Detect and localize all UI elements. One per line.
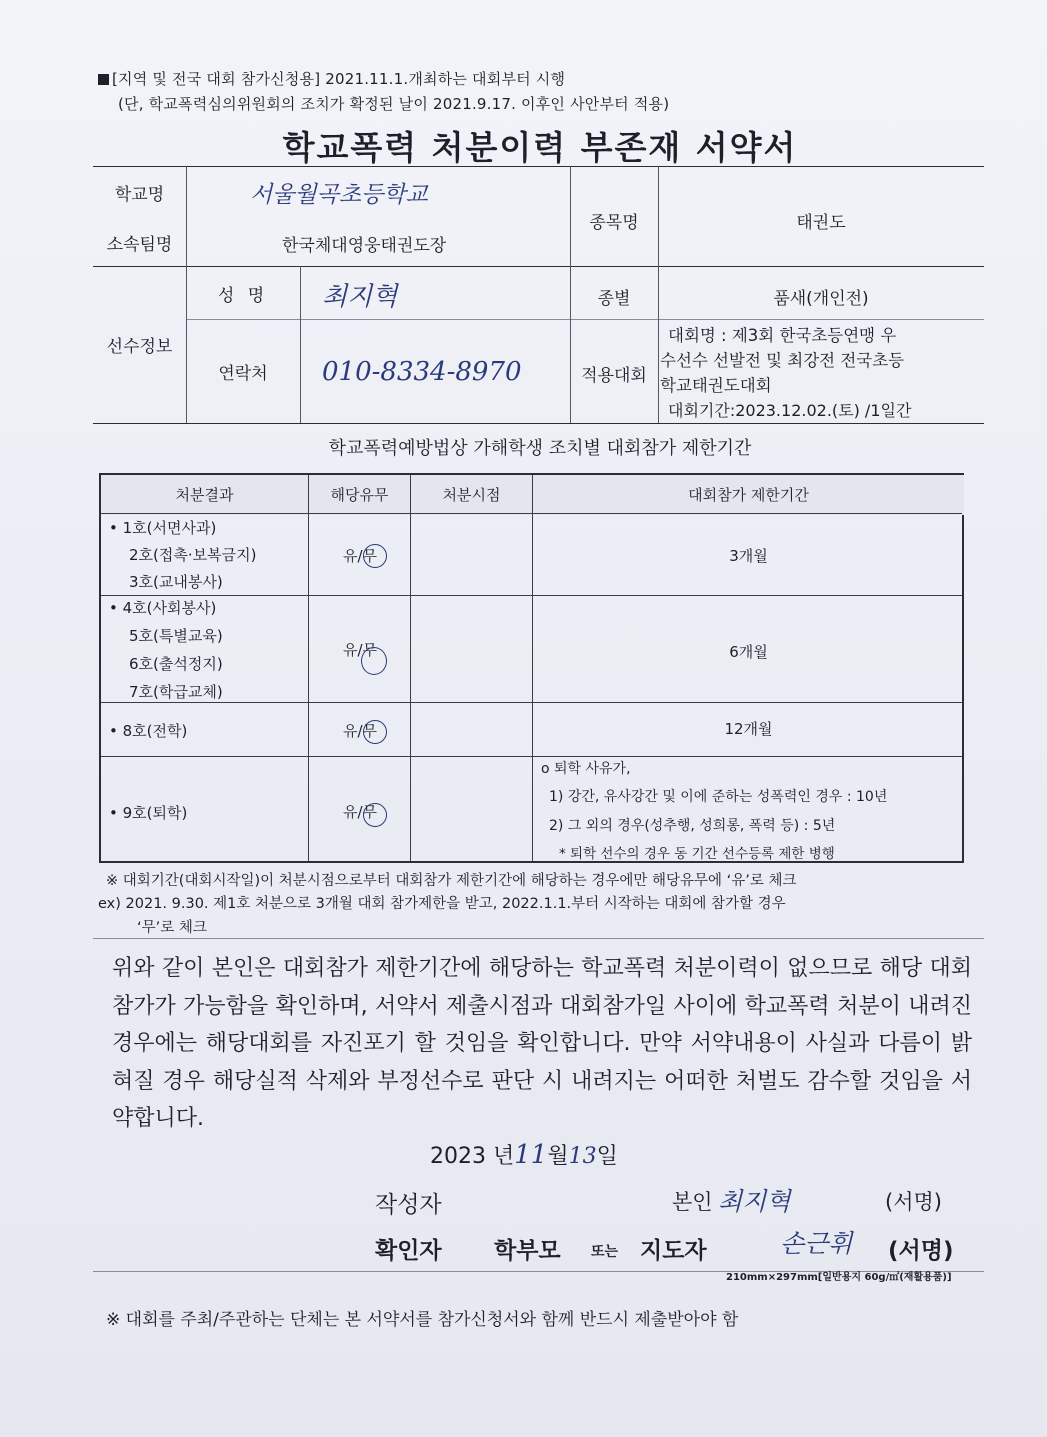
measure-7: 7호(학급교체) [129, 683, 223, 701]
no-check-circle [363, 544, 387, 568]
measure-3: 3호(교내봉사) [129, 573, 223, 591]
competition-line-1: 대회명 : 제3회 한국초등연맹 우 [668, 326, 897, 345]
coach-name: 손근휘 [780, 1229, 853, 1258]
yes-no-row-4: 유/무 [342, 803, 378, 821]
yes-no-row-2: 유/무 [342, 641, 378, 659]
restriction-table [99, 473, 964, 863]
writer-label: 작성자 [375, 1192, 442, 1218]
paper-spec: 210mm×297mm[일반용지 60g/㎡(재활용품)] [726, 1272, 952, 1283]
team-label: 소속팀명 [106, 235, 173, 255]
row-divider [101, 595, 962, 596]
school-label: 학교명 [114, 185, 165, 205]
school-value: 서울월곡초등학교 [250, 182, 428, 208]
no-check-circle [363, 803, 387, 827]
coach-sign: (서명) [888, 1238, 954, 1264]
col-header-time: 처분시점 [411, 475, 532, 515]
info-table-bottom-border [93, 423, 984, 424]
name-value: 최지혁 [322, 282, 398, 312]
expulsion-line-3: 2) 그 외의 경우(성추행, 성희롱, 폭력 등) : 5년 [549, 818, 836, 834]
no-check-circle [363, 720, 387, 744]
measure-6: 6호(출석정지) [129, 655, 223, 673]
note-1: ※ 대회기간(대회시작일)이 처분시점으로부터 대회참가 제한기간에 해당하는 경우에만 해당유무에 ‘유’로 체크 [106, 873, 797, 889]
player-info-label: 선수정보 [106, 337, 173, 357]
date-year: 2023 [430, 1144, 486, 1169]
measure-2: 2호(접촉·보복금지) [129, 546, 257, 564]
yes-no-row-1: 유/무 [342, 547, 378, 565]
expulsion-line-1: o 퇴학 사유가, [541, 761, 631, 777]
measure-9: • 9호(퇴학) [109, 804, 188, 822]
square-bullet-icon [98, 74, 109, 85]
date-day: 13 [568, 1144, 597, 1169]
col-divider [410, 475, 411, 861]
note-3: ‘무’로 체크 [137, 920, 207, 936]
writer-prefix: 본인 [672, 1190, 713, 1214]
contact-label: 연락처 [218, 364, 268, 384]
category-label: 종별 [597, 289, 631, 309]
measure-1: • 1호(서면사과) [109, 519, 217, 537]
coach-label: 지도자 [640, 1238, 707, 1264]
row-divider [101, 513, 962, 514]
measure-4: • 4호(사회봉사) [109, 599, 217, 617]
writer-sign: (서명) [885, 1190, 942, 1214]
event-value: 태권도 [796, 213, 846, 233]
measure-5: 5호(특별교육) [129, 627, 223, 645]
notes-divider [93, 938, 984, 939]
row-divider [101, 702, 962, 703]
period-row-1: 3개월 [729, 547, 768, 565]
col-header-measure: 처분결과 [101, 475, 308, 515]
info-table-row-divider-right [570, 319, 984, 320]
info-table-row-divider [186, 319, 570, 320]
confirm-label: 확인자 [375, 1238, 442, 1264]
col-divider [532, 475, 533, 861]
pledge-paragraph: 위와 같이 본인은 대회참가 제한기간에 해당하는 학교폭력 처분이력이 없으므로 해당 대회 참가가 가능함을 확인하며, 서약서 제출시점과 대회참가일 사이에 학교폭력 처분이 내려진 경우에는 해당대회를 자진포기 할 것임을 확인합니다. 만약 서약내용이 사실과 다름이 밝혀질 경우 해당실적 삭제와 부정선수로 판단 시 내려지는 어떠한 처벌도 감수할 것임을 서약합니다. [112, 956, 972, 1131]
yes-no-row-3: 유/무 [342, 722, 378, 740]
info-table-divider [93, 266, 984, 267]
category-value: 품새(개인전) [773, 289, 869, 309]
team-value: 한국체대영웅태권도장 [282, 236, 447, 256]
date-line [430, 1139, 618, 1170]
expulsion-line-4: * 퇴학 선수의 경우 동 기간 선수등록 제한 병행 [559, 846, 835, 862]
expulsion-line-2: 1) 강간, 유사강간 및 이에 준하는 성폭력인 경우 : 10년 [549, 789, 888, 805]
no-check-circle [361, 647, 387, 675]
name-label: 성 명 [217, 286, 269, 306]
col-divider [308, 475, 309, 861]
date-month: 11 [514, 1140, 548, 1170]
row-divider [101, 756, 962, 757]
table-subtitle: 학교폭력예방법상 가해학생 조치별 대회참가 제한기간 [328, 438, 752, 459]
date-day-unit: 일 [596, 1144, 618, 1169]
competition-line-3: 학교태권도대회 [660, 376, 772, 395]
measure-8: • 8호(전학) [109, 722, 188, 740]
header-line-1: [지역 및 전국 대회 참가신청용] 2021.11.1.개최하는 대회부터 시행 [98, 68, 565, 89]
or-label: 또는 [591, 1244, 619, 1260]
period-row-2: 6개월 [729, 643, 768, 661]
date-year-unit: 년 [493, 1144, 515, 1169]
col-header-period: 대회참가 제한기간 [533, 475, 964, 515]
date-month-unit: 월 [547, 1144, 569, 1169]
event-label: 종목명 [589, 213, 639, 233]
col-header-applicable: 해당유무 [309, 475, 410, 515]
writer-name: 최지혁 [718, 1187, 791, 1216]
header-line-2: (단, 학교폭력심의위원회의 조치가 확정된 날이 2021.9.17. 이후인 사안부터 적용) [118, 95, 670, 113]
period-row-3: 12개월 [724, 720, 773, 738]
bottom-note: ※ 대회를 주최/주관하는 단체는 본 서약서를 참가신청서와 함께 반드시 제출받아야 함 [106, 1310, 739, 1330]
competition-line-2: 수선수 선발전 및 최강전 전국초등 [660, 351, 905, 370]
note-2: ex) 2021. 9.30. 제1호 처분으로 3개월 대회 참가제한을 받고, 2022.1.1.부터 시작하는 대회에 참가할 경우 [98, 896, 786, 912]
applied-competition-label: 적용대회 [581, 366, 647, 386]
info-col-divider [300, 266, 301, 423]
parent-label: 학부모 [494, 1238, 561, 1264]
contact-value: 010-8334-8970 [322, 357, 522, 387]
document-title: 학교폭력 처분이력 부존재 서약서 [282, 128, 798, 167]
competition-period: 대회기간:2023.12.02.(토) /1일간 [668, 401, 912, 420]
info-table-top-border [93, 166, 984, 167]
